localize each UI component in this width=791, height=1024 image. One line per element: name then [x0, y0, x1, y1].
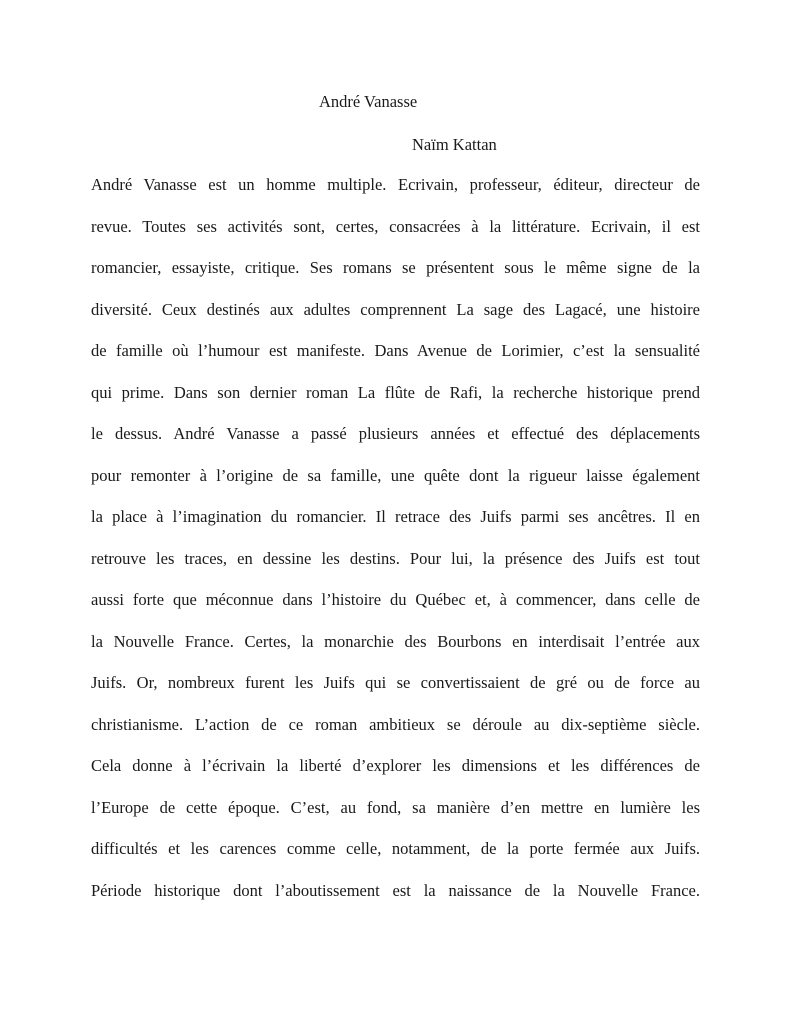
text-line: Cela donne à l’écrivain la liberté d’explorer les dimensions et les différences de: [91, 756, 700, 775]
document-author: Naïm Kattan: [412, 135, 497, 154]
text-line: Juifs. Or, nombreux furent les Juifs qui se convertissaient de gré ou de force au: [91, 673, 700, 692]
text-line: le dessus. André Vanasse a passé plusieurs années et effectué des déplacements: [91, 424, 700, 443]
text-line: l’Europe de cette époque. C’est, au fond, sa manière d’en mettre en lumière les: [91, 797, 700, 817]
text-line: retrouve les traces, en dessine les destins. Pour lui, la présence des Juifs est tout: [91, 548, 700, 568]
text-line: aussi forte que méconnue dans l’histoire du Québec et, à commencer, dans celle de: [91, 590, 700, 609]
text-line: difficultés et les carences comme celle, notamment, de la porte fermée aux Juifs.: [91, 839, 700, 858]
text-line: de famille où l’humour est manifeste. Dans Avenue de Lorimier, c’est la sensualité: [91, 341, 700, 360]
text-line: la place à l’imagination du romancier. Il retrace des Juifs parmi ses ancêtres. Il en: [91, 507, 700, 526]
text-line: André Vanasse est un homme multiple. Ecrivain, professeur, éditeur, directeur de: [91, 175, 700, 194]
text-line: pour remonter à l’origine de sa famille, une quête dont la rigueur laisse également: [91, 465, 700, 485]
text-line: qui prime. Dans son dernier roman La flûte de Rafi, la recherche historique prend: [91, 382, 700, 402]
document-title: André Vanasse: [319, 92, 418, 111]
text-line: romancier, essayiste, critique. Ses romans se présentent sous le même signe de la: [91, 258, 700, 277]
text-line: la Nouvelle France. Certes, la monarchie des Bourbons en interdisait l’entrée aux: [91, 631, 700, 651]
text-line: Période historique dont l’aboutissement est la naissance de la Nouvelle France.: [91, 880, 700, 900]
text-line: diversité. Ceux destinés aux adultes comprennent La sage des Lagacé, une histoire: [91, 299, 700, 319]
text-line: revue. Toutes ses activités sont, certes, consacrées à la littérature. Ecrivain, il est: [91, 216, 700, 236]
text-line: christianisme. L’action de ce roman ambitieux se déroule au dix-septième siècle.: [91, 714, 700, 734]
body-paragraph: [91, 173, 700, 920]
